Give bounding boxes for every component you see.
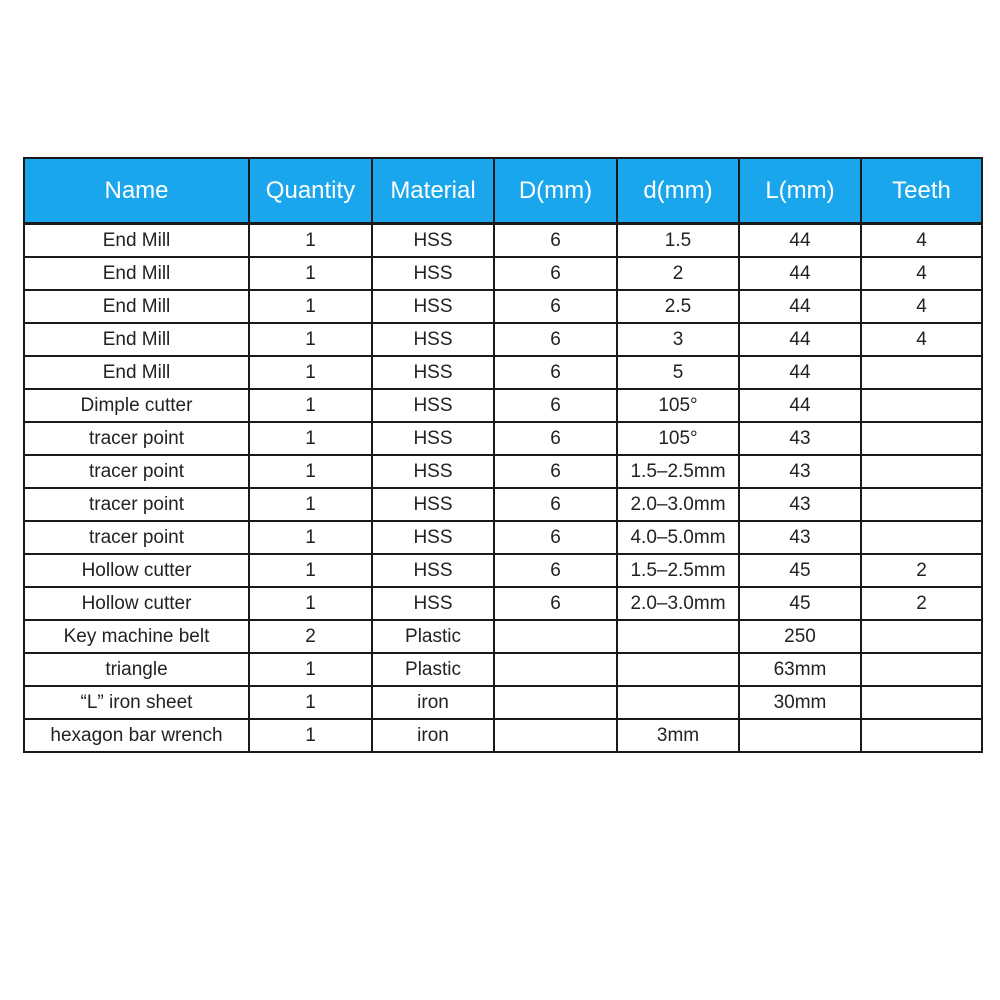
- cell-teeth: 4: [861, 224, 982, 258]
- cell-quantity: 1: [249, 653, 372, 686]
- cell-teeth: [861, 620, 982, 653]
- cell-quantity: 1: [249, 554, 372, 587]
- cell-inner-diameter: 5: [617, 356, 739, 389]
- table-row: [24, 224, 982, 258]
- cell-material: HSS: [372, 323, 494, 356]
- table-row: [24, 653, 982, 686]
- cell-outer-diameter: 6: [494, 521, 617, 554]
- cell-name: tracer point: [24, 521, 249, 554]
- cell-outer-diameter: 6: [494, 323, 617, 356]
- cell-length: 43: [739, 488, 861, 521]
- cell-outer-diameter: 6: [494, 257, 617, 290]
- cell-teeth: 4: [861, 323, 982, 356]
- cell-length: 44: [739, 323, 861, 356]
- cell-length: 250: [739, 620, 861, 653]
- cell-length: 44: [739, 389, 861, 422]
- cell-inner-diameter: [617, 686, 739, 719]
- cell-quantity: 1: [249, 323, 372, 356]
- cell-material: iron: [372, 686, 494, 719]
- table-row: [24, 290, 982, 323]
- cell-teeth: [861, 719, 982, 752]
- cell-length: 43: [739, 455, 861, 488]
- cell-inner-diameter: 2.0–3.0mm: [617, 587, 739, 620]
- cell-inner-diameter: 1.5–2.5mm: [617, 455, 739, 488]
- cell-outer-diameter: 6: [494, 488, 617, 521]
- cell-outer-diameter: 6: [494, 587, 617, 620]
- cell-quantity: 1: [249, 587, 372, 620]
- cell-material: HSS: [372, 587, 494, 620]
- cell-quantity: 1: [249, 356, 372, 389]
- cell-length: 43: [739, 521, 861, 554]
- cell-outer-diameter: [494, 686, 617, 719]
- cell-outer-diameter: 6: [494, 389, 617, 422]
- cell-length: 45: [739, 587, 861, 620]
- cell-length: [739, 719, 861, 752]
- cell-material: HSS: [372, 488, 494, 521]
- cell-inner-diameter: 3: [617, 323, 739, 356]
- cell-length: 45: [739, 554, 861, 587]
- cell-length: 43: [739, 422, 861, 455]
- cell-name: tracer point: [24, 455, 249, 488]
- cell-inner-diameter: 2: [617, 257, 739, 290]
- cell-teeth: 2: [861, 587, 982, 620]
- cell-teeth: 2: [861, 554, 982, 587]
- cell-material: iron: [372, 719, 494, 752]
- cell-outer-diameter: 6: [494, 422, 617, 455]
- cell-material: HSS: [372, 521, 494, 554]
- column-header-length: L(mm): [739, 158, 861, 224]
- cell-material: HSS: [372, 224, 494, 258]
- cell-length: 44: [739, 257, 861, 290]
- column-header-teeth: Teeth: [861, 158, 982, 224]
- cell-length: 63mm: [739, 653, 861, 686]
- cell-teeth: [861, 455, 982, 488]
- table-row: [24, 356, 982, 389]
- cell-material: Plastic: [372, 620, 494, 653]
- cell-quantity: 1: [249, 257, 372, 290]
- table-row: [24, 587, 982, 620]
- table-row: [24, 620, 982, 653]
- cell-outer-diameter: 6: [494, 356, 617, 389]
- cell-teeth: [861, 686, 982, 719]
- cell-quantity: 1: [249, 686, 372, 719]
- cell-material: HSS: [372, 257, 494, 290]
- column-header-quantity: Quantity: [249, 158, 372, 224]
- table-header: [24, 158, 982, 224]
- cell-quantity: 1: [249, 488, 372, 521]
- cell-name: End Mill: [24, 290, 249, 323]
- cell-teeth: 4: [861, 257, 982, 290]
- cell-inner-diameter: 2.5: [617, 290, 739, 323]
- cell-material: Plastic: [372, 653, 494, 686]
- cell-teeth: [861, 422, 982, 455]
- cell-inner-diameter: [617, 653, 739, 686]
- cell-outer-diameter: 6: [494, 290, 617, 323]
- cell-teeth: [861, 356, 982, 389]
- table-row: [24, 389, 982, 422]
- cell-name: Hollow cutter: [24, 554, 249, 587]
- cell-outer-diameter: [494, 719, 617, 752]
- cell-inner-diameter: 1.5–2.5mm: [617, 554, 739, 587]
- cell-quantity: 1: [249, 422, 372, 455]
- cell-teeth: [861, 653, 982, 686]
- cell-length: 44: [739, 356, 861, 389]
- table-row: [24, 488, 982, 521]
- cell-outer-diameter: 6: [494, 554, 617, 587]
- cell-name: Dimple cutter: [24, 389, 249, 422]
- cell-outer-diameter: [494, 620, 617, 653]
- cell-outer-diameter: [494, 653, 617, 686]
- table-row: [24, 323, 982, 356]
- cell-length: 30mm: [739, 686, 861, 719]
- cell-quantity: 1: [249, 389, 372, 422]
- table-row: [24, 422, 982, 455]
- cell-name: Key machine belt: [24, 620, 249, 653]
- cell-name: triangle: [24, 653, 249, 686]
- table-row: [24, 257, 982, 290]
- cell-quantity: 2: [249, 620, 372, 653]
- cell-material: HSS: [372, 554, 494, 587]
- cell-inner-diameter: 105°: [617, 422, 739, 455]
- cell-inner-diameter: 1.5: [617, 224, 739, 258]
- cell-quantity: 1: [249, 521, 372, 554]
- table-row: [24, 455, 982, 488]
- cell-inner-diameter: 3mm: [617, 719, 739, 752]
- column-header-name: Name: [24, 158, 249, 224]
- cell-outer-diameter: 6: [494, 224, 617, 258]
- cell-length: 44: [739, 224, 861, 258]
- cell-name: End Mill: [24, 356, 249, 389]
- cell-name: Hollow cutter: [24, 587, 249, 620]
- cell-quantity: 1: [249, 290, 372, 323]
- cell-quantity: 1: [249, 455, 372, 488]
- spec-table: [23, 157, 983, 753]
- cell-name: “L” iron sheet: [24, 686, 249, 719]
- cell-teeth: 4: [861, 290, 982, 323]
- cell-material: HSS: [372, 389, 494, 422]
- header-row: [24, 158, 982, 224]
- table-row: [24, 686, 982, 719]
- cell-quantity: 1: [249, 719, 372, 752]
- cell-material: HSS: [372, 422, 494, 455]
- cell-teeth: [861, 389, 982, 422]
- cell-material: HSS: [372, 455, 494, 488]
- cell-material: HSS: [372, 290, 494, 323]
- cell-length: 44: [739, 290, 861, 323]
- cell-inner-diameter: 105°: [617, 389, 739, 422]
- cell-teeth: [861, 521, 982, 554]
- cell-name: End Mill: [24, 224, 249, 258]
- column-header-material: Material: [372, 158, 494, 224]
- cell-name: End Mill: [24, 323, 249, 356]
- column-header-outer-diameter: D(mm): [494, 158, 617, 224]
- cell-inner-diameter: 2.0–3.0mm: [617, 488, 739, 521]
- cell-name: End Mill: [24, 257, 249, 290]
- cell-name: hexagon bar wrench: [24, 719, 249, 752]
- cell-outer-diameter: 6: [494, 455, 617, 488]
- cell-material: HSS: [372, 356, 494, 389]
- cell-quantity: 1: [249, 224, 372, 258]
- cell-name: tracer point: [24, 422, 249, 455]
- table-body: [24, 224, 982, 753]
- cell-inner-diameter: [617, 620, 739, 653]
- table-row: [24, 719, 982, 752]
- cell-inner-diameter: 4.0–5.0mm: [617, 521, 739, 554]
- column-header-inner-diameter: d(mm): [617, 158, 739, 224]
- cell-name: tracer point: [24, 488, 249, 521]
- table-row: [24, 521, 982, 554]
- cell-teeth: [861, 488, 982, 521]
- table-row: [24, 554, 982, 587]
